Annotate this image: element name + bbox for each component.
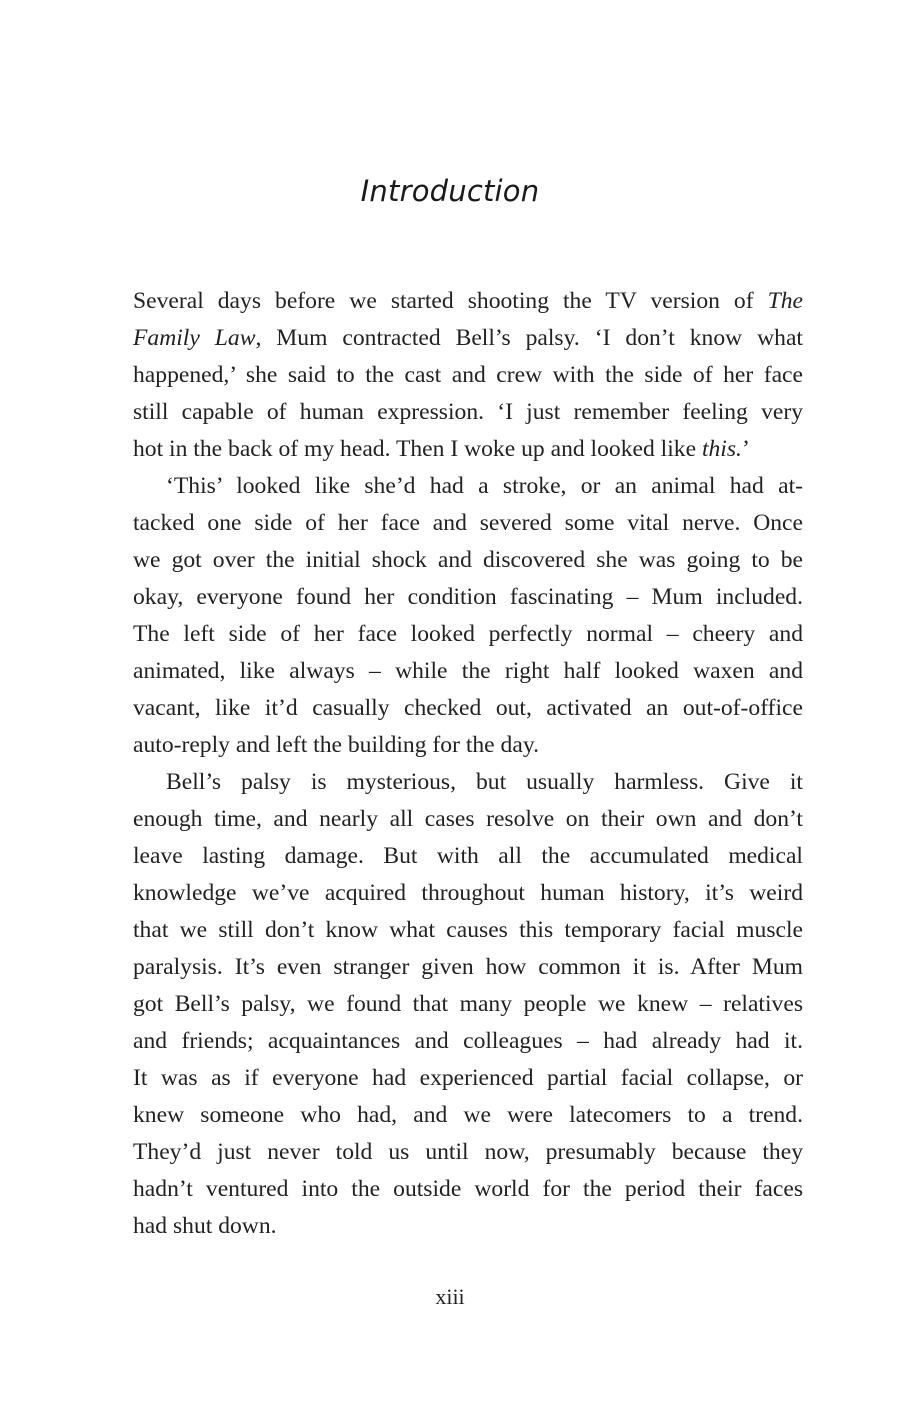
text-line xyxy=(133,505,803,542)
text-run: , Mum contracted Bell’s palsy. ‘I don’t know what xyxy=(255,325,803,351)
text-line xyxy=(133,1134,803,1171)
text-run: okay, everyone found her condition fascinating – Mum included. xyxy=(133,584,803,610)
text-run: It was as if everyone had experienced partial facial collapse, or xyxy=(133,1065,803,1091)
text-line xyxy=(133,986,803,1023)
text-line xyxy=(133,727,803,764)
text-run: hot in the back of my head. Then I woke up and looked like xyxy=(133,436,702,462)
text-line xyxy=(133,949,803,986)
text-run: still capable of human expression. ‘I just remember feeling very xyxy=(133,399,803,425)
text-run: leave lasting damage. But with all the accumulated medical xyxy=(133,843,803,869)
text-run: happened,’ she said to the cast and crew with the side of her face xyxy=(133,362,803,388)
text-line xyxy=(133,912,803,949)
text-run: The left side of her face looked perfectly normal – cheery and xyxy=(133,621,803,647)
text-run: auto-reply and left the building for the day. xyxy=(133,732,539,758)
text-line xyxy=(133,1060,803,1097)
text-line xyxy=(133,1208,803,1245)
text-line xyxy=(133,283,803,320)
text-line xyxy=(133,394,803,431)
text-line xyxy=(133,320,803,357)
text-run: and friends; acquaintances and colleagues – had already had it. xyxy=(133,1028,803,1054)
text-run: ’ xyxy=(741,436,750,462)
italic-text: this. xyxy=(701,436,742,462)
text-run: vacant, like it’d casually checked out, activated an out-of-office xyxy=(133,695,803,721)
paragraph xyxy=(133,283,803,468)
text-line xyxy=(133,1171,803,1208)
body-text xyxy=(133,283,803,1245)
text-line xyxy=(133,616,803,653)
text-line xyxy=(133,801,803,838)
paragraph xyxy=(133,468,803,764)
text-run: that we still don’t know what causes this temporary facial muscle xyxy=(133,917,803,943)
text-line xyxy=(133,690,803,727)
text-line xyxy=(133,468,803,505)
text-run: hadn’t ventured into the outside world for the period their faces xyxy=(133,1176,803,1202)
text-line xyxy=(133,838,803,875)
text-run: knew someone who had, and we were latecomers to a trend. xyxy=(133,1102,803,1128)
text-line xyxy=(133,1023,803,1060)
italic-text: The xyxy=(767,288,803,314)
text-line xyxy=(133,653,803,690)
text-run: we got over the initial shock and discovered she was going to be xyxy=(133,547,803,573)
page-number: xiii xyxy=(435,1284,465,1309)
text-line xyxy=(133,542,803,579)
text-run: Bell’s palsy is mysterious, but usually harmless. Give it xyxy=(166,769,803,795)
chapter-title: Introduction xyxy=(360,174,540,209)
paragraph xyxy=(133,764,803,1245)
text-line xyxy=(133,764,803,801)
text-line xyxy=(133,357,803,394)
text-run: enough time, and nearly all cases resolve on their own and don’t xyxy=(133,806,803,832)
text-run: ‘This’ looked like she’d had a stroke, or an animal had at- xyxy=(166,473,803,499)
text-run: Several days before we started shooting the TV version of xyxy=(133,288,768,314)
text-run: tacked one side of her face and severed some vital nerve. Once xyxy=(133,510,803,536)
text-line xyxy=(133,579,803,616)
text-run: knowledge we’ve acquired throughout human history, it’s weird xyxy=(133,880,803,906)
text-line xyxy=(133,1097,803,1134)
text-run: had shut down. xyxy=(133,1213,277,1239)
text-line xyxy=(133,431,803,468)
text-run: They’d just never told us until now, presumably because they xyxy=(133,1139,803,1165)
italic-text: Family Law xyxy=(133,325,256,351)
text-line xyxy=(133,875,803,912)
text-run: paralysis. It’s even stranger given how common it is. After Mum xyxy=(133,954,803,980)
text-run: got Bell’s palsy, we found that many people we knew – relatives xyxy=(133,991,803,1017)
text-run: animated, like always – while the right half looked waxen and xyxy=(133,658,803,684)
